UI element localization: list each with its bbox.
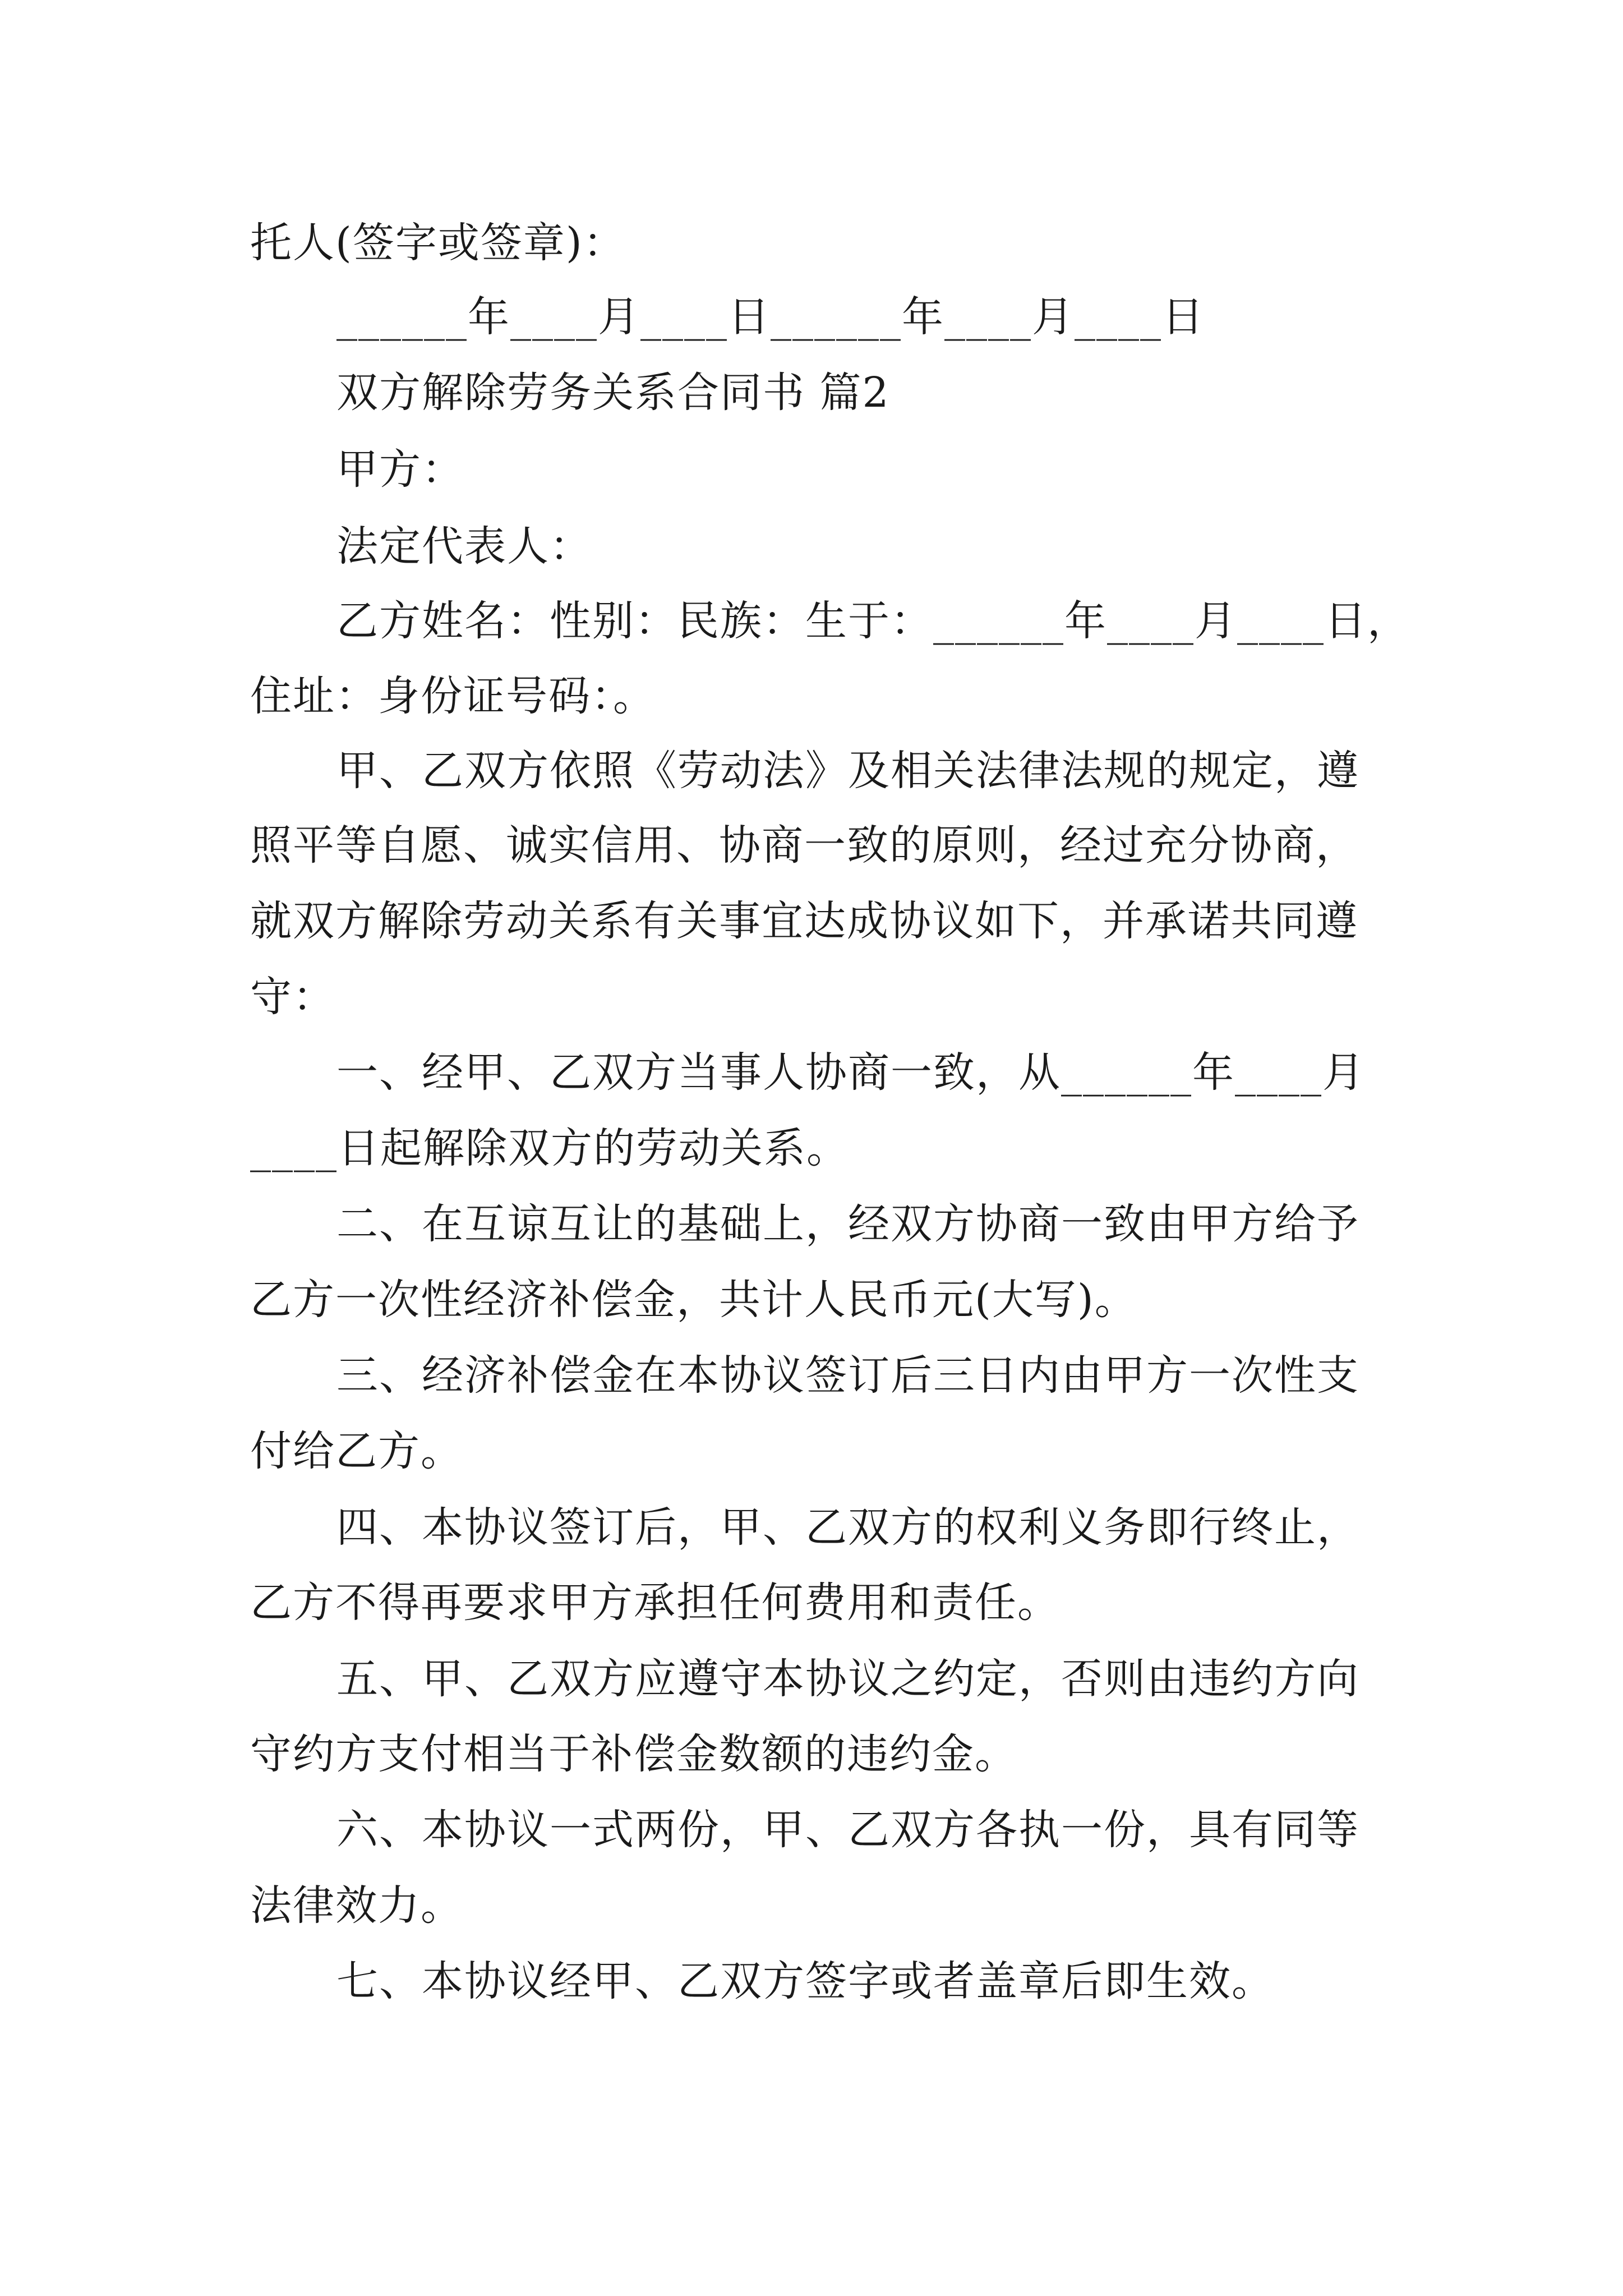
party-b-info: 乙方姓名：性别：民族：生于：______年____月____日， [336,597,1410,645]
date-line: ______年____月____日______年____月____日 [336,293,1205,341]
clause-5-cont: 守约方支付相当于补偿金数额的违约金。 [250,1730,1017,1778]
clause-6: 六、本协议一式两份，甲、乙双方各执一份，具有同等 [336,1806,1359,1854]
clause-6-cont: 法律效力。 [250,1881,463,1930]
paragraph-line: 照平等自愿、诚实信用、协商一致的原则，经过充分协商， [250,821,1358,869]
clause-5: 五、甲、乙双方应遵守本协议之约定，否则由违约方向 [336,1655,1359,1703]
paragraph-line: 甲、乙双方依照《劳动法》及相关法律法规的规定，遵 [336,747,1359,795]
clause-3: 三、经济补偿金在本协议签订后三日内由甲方一次性支 [336,1351,1359,1400]
clause-4: 四、本协议签订后，甲、乙双方的权利义务即行终止， [336,1503,1359,1552]
legal-rep-label: 法定代表人： [336,522,592,570]
clause-7: 七、本协议经甲、乙双方签字或者盖章后即生效。 [336,1957,1274,2005]
text-line: 托人(签字或签章)： [250,219,626,267]
clause-1-cont: ____日起解除双方的劳动关系。 [250,1124,849,1172]
party-a-label: 甲方： [336,445,464,494]
clause-1: 一、经甲、乙双方当事人协商一致，从______年____月 [336,1048,1365,1097]
clause-2: 二、在互谅互让的基础上，经双方协商一致由甲方给予 [336,1200,1359,1248]
paragraph-line: 守： [250,973,335,1021]
clause-4-cont: 乙方不得再要求甲方承担任何费用和责任。 [250,1579,1060,1627]
paragraph-line: 就双方解除劳动关系有关事宜达成协议如下，并承诺共同遵 [250,897,1358,945]
section-title: 双方解除劳务关系合同书 篇2 [336,369,890,417]
clause-2-cont: 乙方一次性经济补偿金，共计人民币元(大写)。 [250,1276,1137,1324]
clause-3-cont: 付给乙方。 [250,1427,463,1475]
party-b-address: 住址：身份证号码：。 [250,672,656,720]
